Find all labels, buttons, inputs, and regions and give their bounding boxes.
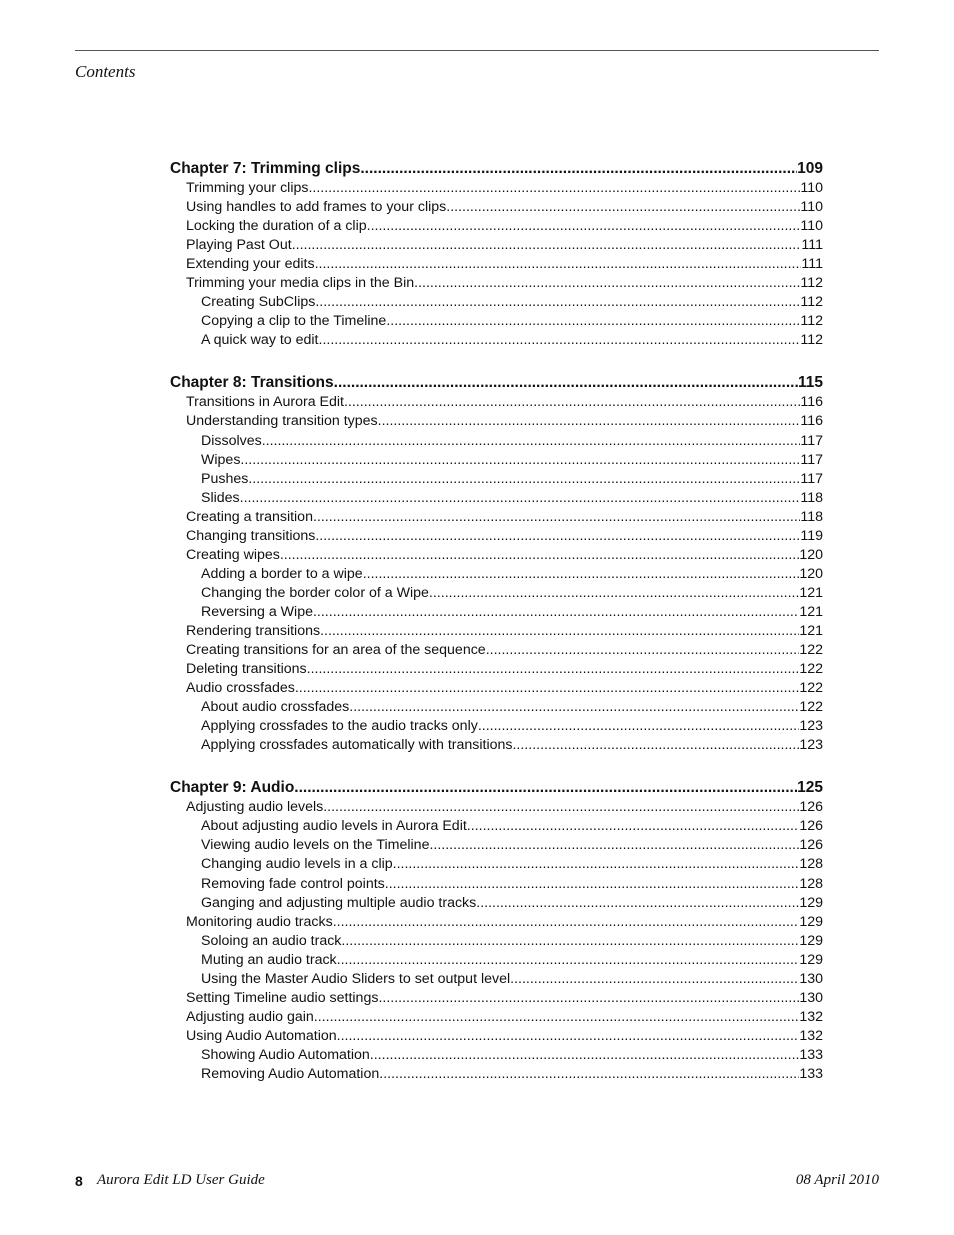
toc-subsection-entry[interactable] [170, 293, 823, 312]
toc-entry-title: Creating a transition [186, 508, 313, 525]
toc-entry-title: Using Audio Automation [186, 1027, 337, 1044]
toc-entry-title: Deleting transitions [186, 661, 307, 678]
toc-entry-title: Ganging and adjusting multiple audio tracks [201, 894, 477, 911]
toc-entry-title: Trimming your clips [186, 180, 309, 196]
dot-leader [446, 198, 800, 217]
toc-section-entry[interactable] [170, 622, 823, 641]
dot-leader [262, 432, 801, 451]
toc-section-entry[interactable] [170, 527, 823, 546]
toc-entry-title: Removing fade control points [201, 875, 385, 892]
dot-leader [429, 584, 799, 603]
toc-section-entry[interactable] [170, 412, 823, 431]
toc-chapter-heading[interactable] [170, 158, 823, 179]
toc-entry-page: 109 [797, 160, 823, 177]
toc-entry-title: Chapter 7: Trimming clips [170, 160, 361, 177]
dot-leader [248, 470, 800, 489]
toc-entry-title: Chapter 9: Audio [170, 779, 295, 797]
dot-leader [337, 951, 800, 970]
toc-entry-page: 120 [799, 565, 823, 582]
toc-subsection-entry[interactable] [170, 603, 823, 622]
toc-subsection-entry[interactable] [170, 951, 823, 970]
toc-entry-title: Using handles to add frames to your clips [186, 199, 447, 216]
toc-entry-title: A quick way to edit [201, 332, 319, 349]
dot-leader [240, 489, 801, 508]
toc-entry-page: 110 [800, 180, 823, 196]
toc-subsection-entry[interactable] [170, 836, 823, 855]
toc-entry-title: Wipes [201, 451, 241, 468]
toc-entry-page: 129 [799, 951, 823, 968]
toc-section-entry[interactable] [170, 255, 823, 274]
toc-chapter-block [170, 372, 823, 755]
toc-entry-page: 126 [799, 818, 823, 835]
toc-entry-title: Monitoring audio tracks [186, 913, 333, 930]
toc-entry-page: 129 [799, 932, 823, 949]
toc-entry-title: Rendering transitions [186, 622, 321, 639]
dot-leader [315, 255, 802, 274]
toc-entry-page: 132 [799, 1008, 823, 1025]
toc-section-entry[interactable] [170, 217, 823, 236]
toc-subsection-entry[interactable] [170, 451, 823, 470]
toc-entry-page: 126 [799, 837, 823, 854]
toc-entry-page: 122 [799, 642, 823, 659]
toc-entry-page: 121 [799, 584, 823, 601]
toc-entry-page: 118 [800, 508, 823, 525]
toc-subsection-entry[interactable] [170, 970, 823, 989]
toc-subsection-entry[interactable] [170, 932, 823, 951]
toc-subsection-entry[interactable] [170, 855, 823, 874]
dot-leader [344, 393, 800, 412]
dot-leader [467, 817, 800, 836]
toc-entry-page: 123 [799, 737, 823, 754]
toc-entry-title: Showing Audio Automation [201, 1046, 370, 1063]
dot-leader [476, 894, 799, 913]
header-rule [75, 50, 879, 51]
dot-leader [512, 736, 799, 755]
toc-entry-title: Applying crossfades to the audio tracks only [201, 718, 478, 735]
toc-entry-title: Changing transitions [186, 527, 316, 544]
dot-leader [240, 451, 800, 470]
toc-entry-title: Setting Timeline audio settings [186, 989, 379, 1006]
toc-entry-title: Soloing an audio track [201, 932, 342, 949]
dot-leader [294, 777, 797, 798]
toc-entry-title: Creating SubClips [201, 294, 316, 311]
toc-entry-page: 117 [800, 432, 823, 449]
toc-section-entry[interactable] [170, 393, 823, 412]
toc-section-entry[interactable] [170, 508, 823, 527]
toc-chapter-block [170, 777, 823, 1084]
toc-section-entry[interactable] [170, 198, 823, 217]
dot-leader [360, 158, 797, 179]
toc-section-entry[interactable] [170, 274, 823, 293]
dot-leader [367, 217, 801, 236]
toc-subsection-entry[interactable] [170, 312, 823, 331]
toc-entry-page: 122 [799, 661, 823, 678]
toc-section-entry[interactable] [170, 798, 823, 817]
dot-leader [429, 836, 799, 855]
dot-leader [478, 717, 800, 736]
dot-leader [295, 679, 799, 698]
toc-subsection-entry[interactable] [170, 565, 823, 584]
toc-entry-page: 129 [799, 913, 823, 930]
toc-entry-page: 133 [799, 1065, 823, 1082]
dot-leader [349, 698, 799, 717]
toc-section-entry[interactable] [170, 1008, 823, 1027]
toc-section-entry[interactable] [170, 179, 823, 198]
dot-leader [292, 236, 802, 255]
page-footer [75, 1172, 879, 1192]
toc-entry-page: 112 [800, 275, 823, 292]
toc-entry-page: 125 [797, 779, 823, 797]
toc-section-entry[interactable] [170, 546, 823, 565]
dot-leader [378, 412, 801, 431]
toc-entry-title: About audio crossfades [201, 699, 350, 716]
toc-chapter-block [170, 158, 823, 350]
toc-entry-title: Dissolves [201, 432, 262, 449]
toc-entry-title: Chapter 8: Transitions [170, 374, 334, 392]
toc-section-entry[interactable] [170, 641, 823, 660]
dot-leader [378, 989, 799, 1008]
toc-entry-page: 116 [800, 394, 823, 411]
toc-subsection-entry[interactable] [170, 1046, 823, 1065]
toc-entry-title: Removing Audio Automation [201, 1065, 380, 1082]
running-head: Contents [75, 62, 136, 81]
toc-subsection-entry[interactable] [170, 1065, 823, 1084]
toc-subsection-entry[interactable] [170, 817, 823, 836]
toc-entry-title: Changing audio levels in a clip [201, 856, 393, 873]
toc-entry-page: 123 [799, 718, 823, 735]
dot-leader [386, 312, 800, 331]
dot-leader [393, 855, 800, 874]
toc-entry-page: 110 [800, 199, 823, 216]
toc-entry-title: Viewing audio levels on the Timeline [201, 837, 430, 854]
toc-entry-page: 111 [801, 237, 823, 254]
toc-entry-page: 129 [799, 894, 823, 911]
toc-entry-title: Reversing a Wipe [201, 603, 313, 620]
toc-entry-page: 116 [800, 413, 823, 430]
dot-leader [313, 508, 800, 527]
dot-leader [313, 603, 799, 622]
toc-entry-title: Extending your edits [186, 256, 315, 273]
toc-subsection-entry[interactable] [170, 331, 823, 350]
toc-entry-title: Creating transitions for an area of the sequence [186, 642, 486, 659]
toc-entry-page: 112 [800, 332, 823, 349]
toc-entry-title: Transitions in Aurora Edit [186, 394, 344, 411]
dot-leader [315, 527, 800, 546]
toc-subsection-entry[interactable] [170, 470, 823, 489]
toc-entry-title: Adding a border to a wipe [201, 565, 363, 582]
dot-leader [379, 1065, 799, 1084]
toc-entry-title: Changing the border color of a Wipe [201, 584, 429, 601]
toc-subsection-entry[interactable] [170, 875, 823, 894]
dot-leader [307, 660, 800, 679]
dot-leader [333, 913, 800, 932]
toc-entry-page: 112 [800, 313, 823, 330]
toc-section-entry[interactable] [170, 989, 823, 1008]
toc-entry-title: Creating wipes [186, 546, 280, 563]
toc-entry-page: 126 [799, 799, 823, 816]
toc-subsection-entry[interactable] [170, 584, 823, 603]
toc-entry-page: 112 [800, 294, 823, 311]
toc-entry-page: 110 [800, 218, 823, 235]
toc-section-entry[interactable] [170, 1027, 823, 1046]
toc-entry-page: 133 [799, 1046, 823, 1063]
dot-leader [414, 274, 800, 293]
toc-entry-title: Slides [201, 489, 240, 506]
toc-entry-title: About adjusting audio levels in Aurora Edit [201, 818, 467, 835]
dot-leader [315, 293, 800, 312]
dot-leader [510, 970, 799, 989]
toc-entry-title: Applying crossfades automatically with transitions [201, 737, 513, 754]
toc-subsection-entry[interactable] [170, 432, 823, 451]
toc-entry-page: 122 [799, 699, 823, 716]
dot-leader [363, 565, 800, 584]
toc-entry-page: 117 [800, 470, 823, 487]
toc-entry-title: Pushes [201, 470, 249, 487]
toc-chapter-heading[interactable] [170, 372, 823, 393]
toc-entry-title: Audio crossfades [186, 680, 295, 697]
toc-entry-title: Using the Master Audio Sliders to set output level [201, 970, 511, 987]
dot-leader [334, 372, 798, 393]
toc-subsection-entry[interactable] [170, 736, 823, 755]
toc-entry-title: Muting an audio track [201, 951, 337, 968]
toc-section-entry[interactable] [170, 236, 823, 255]
toc-entry-page: 121 [799, 603, 823, 620]
dot-leader [314, 1008, 800, 1027]
dot-leader [280, 546, 799, 565]
toc-entry-page: 130 [799, 970, 823, 987]
toc-entry-page: 128 [799, 856, 823, 873]
toc-chapter-heading[interactable] [170, 777, 823, 798]
dot-leader [319, 331, 801, 350]
dot-leader [337, 1027, 800, 1046]
toc-entry-page: 119 [800, 527, 823, 544]
toc-subsection-entry[interactable] [170, 894, 823, 913]
publication-date: 08 April 2010 [795, 1172, 879, 1188]
toc-entry-page: 117 [800, 451, 823, 468]
toc-section-entry[interactable] [170, 679, 823, 698]
dot-leader [370, 1046, 800, 1065]
toc-entry-page: 122 [799, 680, 823, 697]
guide-title: Aurora Edit LD User Guide [97, 1172, 265, 1188]
toc-entry-page: 115 [797, 374, 823, 392]
toc-entry-page: 130 [799, 989, 823, 1006]
toc-entry-title: Understanding transition types [186, 413, 378, 430]
dot-leader [486, 641, 800, 660]
table-of-contents [170, 158, 823, 1106]
toc-entry-page: 118 [800, 489, 823, 506]
dot-leader [385, 875, 800, 894]
toc-section-entry[interactable] [170, 913, 823, 932]
toc-subsection-entry[interactable] [170, 698, 823, 717]
toc-entry-page: 121 [799, 622, 823, 639]
toc-entry-title: Copying a clip to the Timeline [201, 313, 387, 330]
dot-leader [320, 622, 799, 641]
dot-leader [323, 798, 799, 817]
toc-entry-page: 128 [799, 875, 823, 892]
toc-entry-title: Locking the duration of a clip [186, 218, 367, 235]
toc-entry-title: Adjusting audio levels [186, 799, 324, 816]
toc-entry-title: Adjusting audio gain [186, 1008, 314, 1025]
dot-leader [308, 179, 800, 198]
page-number: 8 [75, 1173, 83, 1189]
toc-entry-title: Playing Past Out [186, 237, 292, 254]
toc-entry-page: 132 [799, 1027, 823, 1044]
toc-entry-title: Trimming your media clips in the Bin [186, 275, 415, 292]
toc-entry-page: 111 [801, 256, 823, 273]
dot-leader [341, 932, 799, 951]
toc-subsection-entry[interactable] [170, 489, 823, 508]
toc-subsection-entry[interactable] [170, 717, 823, 736]
toc-section-entry[interactable] [170, 660, 823, 679]
toc-entry-page: 120 [799, 546, 823, 563]
